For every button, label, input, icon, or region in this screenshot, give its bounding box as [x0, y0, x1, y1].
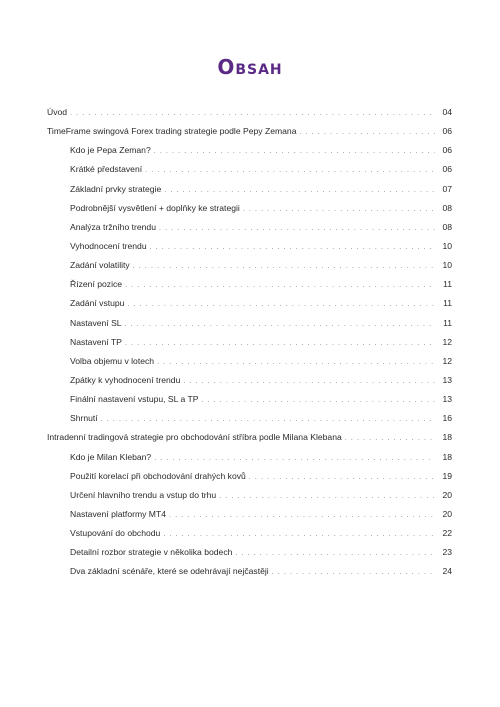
toc-entry-page-number: 12	[442, 355, 452, 366]
toc-entry[interactable]	[47, 566, 452, 585]
dot-leader	[154, 455, 435, 462]
toc-entry-label: Základní prvky strategie	[70, 183, 162, 194]
dot-leader	[300, 129, 436, 136]
toc-entry[interactable]	[47, 413, 452, 432]
table-of-contents	[47, 107, 452, 586]
toc-entry-page-number: 11	[443, 279, 452, 290]
toc-entry-label: Zadání vstupu	[70, 298, 125, 309]
toc-entry-page-number: 10	[442, 260, 452, 271]
toc-entry[interactable]	[47, 375, 452, 394]
toc-entry[interactable]	[47, 490, 452, 509]
dot-leader	[219, 493, 435, 500]
dot-leader	[202, 397, 435, 404]
toc-entry-page-number: 20	[442, 508, 452, 519]
dot-leader	[243, 206, 435, 213]
dot-leader	[125, 340, 435, 347]
toc-entry[interactable]	[47, 528, 452, 547]
toc-entry-label: Řízení pozice	[70, 279, 123, 290]
toc-entry[interactable]	[47, 547, 452, 566]
toc-entry-label: Vyhodnocení trendu	[70, 240, 147, 251]
toc-entry-page-number: 06	[442, 145, 452, 156]
toc-entry[interactable]	[47, 107, 452, 126]
toc-entry-label: TimeFrame swingová Forex trading strategie podle Pepy Zemana	[47, 126, 297, 137]
toc-entry[interactable]	[47, 356, 452, 375]
toc-entry[interactable]	[47, 222, 452, 241]
toc-entry-page-number: 11	[443, 298, 452, 309]
toc-entry-page-number: 11	[443, 317, 452, 328]
dot-leader	[154, 148, 435, 155]
toc-entry-label: Krátké představení	[70, 164, 143, 175]
toc-entry[interactable]	[47, 318, 452, 337]
toc-entry-label: Analýza tržního trendu	[70, 221, 156, 232]
toc-entry[interactable]	[47, 471, 452, 490]
toc-entry[interactable]	[47, 432, 452, 451]
toc-entry-page-number: 23	[442, 547, 452, 558]
dot-leader	[272, 569, 435, 576]
toc-entry[interactable]	[47, 509, 452, 528]
toc-entry-page-number: 20	[442, 489, 452, 500]
toc-entry[interactable]	[47, 260, 452, 279]
toc-entry-label: Nastavení TP	[70, 336, 122, 347]
dot-leader	[157, 359, 435, 366]
dot-leader	[159, 225, 435, 232]
toc-entry-page-number: 16	[442, 413, 452, 424]
dot-leader	[125, 282, 435, 289]
toc-entry-page-number: 19	[442, 470, 452, 481]
dot-leader	[127, 301, 435, 308]
toc-entry-page-number: 18	[442, 451, 452, 462]
toc-entry-page-number: 04	[442, 107, 452, 117]
dot-leader	[101, 416, 435, 423]
dot-leader	[70, 110, 435, 117]
toc-entry[interactable]	[47, 298, 452, 317]
toc-entry-label: Volba objemu v lotech	[70, 355, 155, 366]
toc-entry-label: Nastavení SL	[70, 317, 122, 328]
dot-leader	[345, 435, 435, 442]
toc-entry-label: Kdo je Milan Kleban?	[70, 451, 152, 462]
toc-entry-label: Dva základní scénáře, které se odehrávají nejčastěji	[70, 566, 269, 577]
toc-entry-label: Finální nastavení vstupu, SL a TP	[70, 394, 199, 405]
toc-entry[interactable]	[47, 337, 452, 356]
toc-entry[interactable]	[47, 126, 452, 145]
toc-entry-label: Zpátky k vyhodnocení trendu	[70, 374, 181, 385]
toc-entry-label: Podrobnější vysvětlení + doplňky ke strategii	[70, 202, 240, 213]
toc-entry[interactable]	[47, 394, 452, 413]
toc-entry-page-number: 24	[442, 566, 452, 577]
toc-entry-page-number: 13	[442, 374, 452, 385]
toc-entry-page-number: 08	[442, 221, 452, 232]
toc-entry[interactable]	[47, 241, 452, 260]
toc-entry-label: Zadání volatility	[70, 260, 130, 271]
toc-entry[interactable]	[47, 184, 452, 203]
toc-entry-page-number: 12	[442, 336, 452, 347]
toc-entry-page-number: 06	[442, 164, 452, 175]
dot-leader	[164, 187, 435, 194]
toc-entry-label: Kdo je Pepa Zeman?	[70, 145, 151, 156]
toc-entry[interactable]	[47, 145, 452, 164]
dot-leader	[150, 244, 435, 251]
page-title: Obsah	[217, 55, 283, 79]
toc-entry-label: Intradenní tradingová strategie pro obchodování stříbra podle Milana Klebana	[47, 432, 342, 443]
toc-entry-label: Určení hlavního trendu a vstup do trhu	[70, 489, 217, 500]
toc-entry-page-number: 07	[442, 183, 452, 194]
toc-entry-label: Použití korelací při obchodování drahých kovů	[70, 470, 246, 481]
dot-leader	[163, 531, 435, 538]
toc-entry-page-number: 06	[442, 126, 452, 137]
toc-entry-label: Vstupování do obchodu	[70, 528, 161, 539]
toc-entry-page-number: 18	[442, 432, 452, 443]
dot-leader	[133, 263, 435, 270]
toc-entry[interactable]	[47, 279, 452, 298]
toc-entry-label: Nastavení platformy MT4	[70, 508, 166, 519]
toc-entry[interactable]	[47, 164, 452, 183]
toc-entry[interactable]	[47, 203, 452, 222]
dot-leader	[145, 167, 435, 174]
dot-leader	[169, 512, 435, 519]
dot-leader	[183, 378, 435, 385]
toc-entry-label: Detailní rozbor strategie v několika bodech	[70, 547, 233, 558]
toc-entry-label: Shrnutí	[70, 413, 98, 424]
dot-leader	[235, 550, 435, 557]
toc-entry-page-number: 10	[442, 240, 452, 251]
dot-leader	[249, 474, 435, 481]
dot-leader	[125, 321, 435, 328]
toc-entry[interactable]	[47, 452, 452, 471]
toc-entry-label: Úvod	[47, 107, 68, 117]
toc-entry-page-number: 22	[442, 528, 452, 539]
toc-entry-page-number: 13	[442, 394, 452, 405]
toc-entry-page-number: 08	[442, 202, 452, 213]
